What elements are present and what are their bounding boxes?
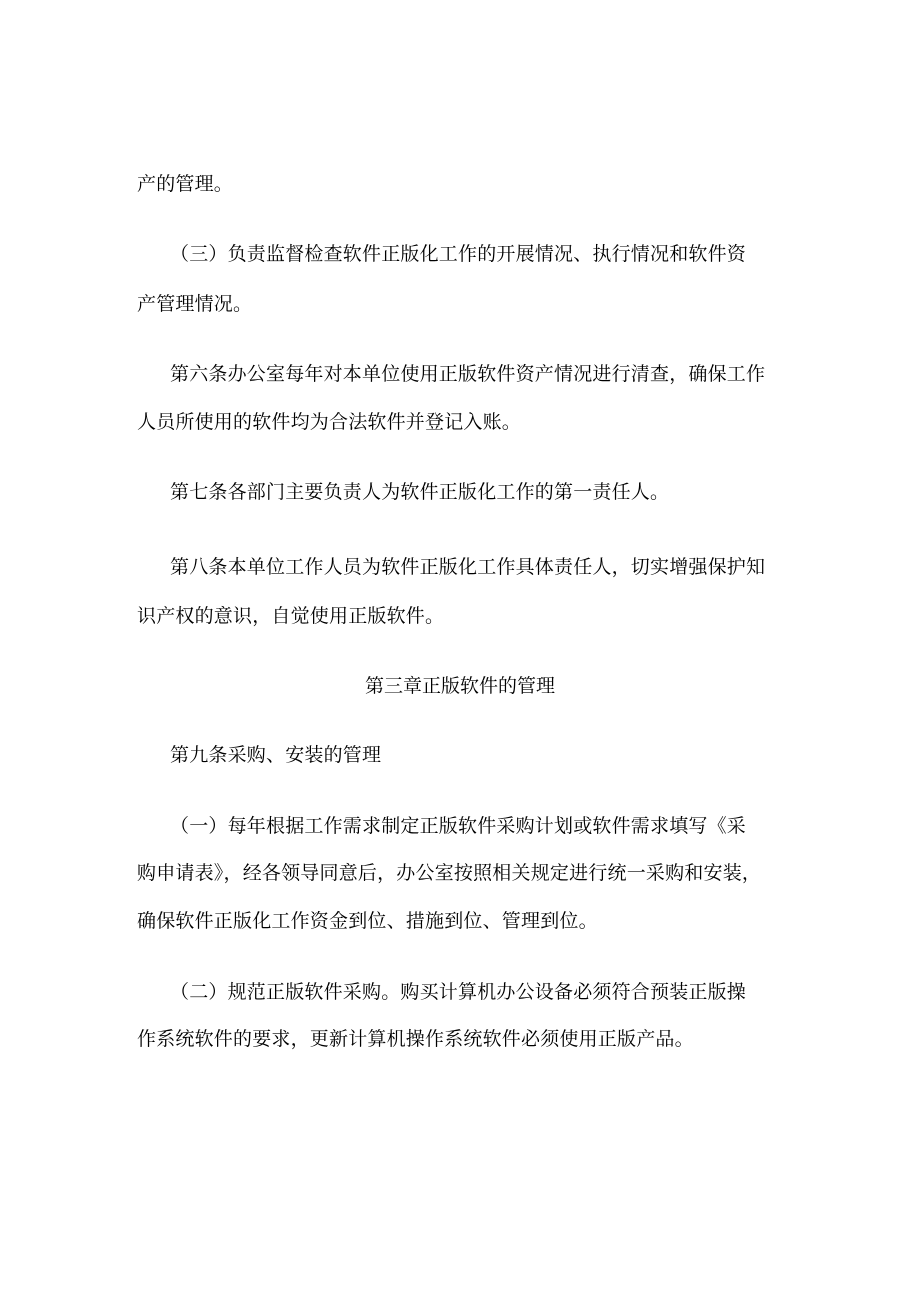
paragraph-line: 产的管理。 [137, 173, 234, 195]
paragraph-line: 第七条各部门主要负责人为软件正版化工作的第一责任人。 [170, 481, 670, 503]
paragraph-line: 人员所使用的软件均为合法软件并登记入账。 [137, 411, 522, 433]
article-title: 第九条采购、安装的管理 [170, 744, 382, 766]
paragraph-line: 产管理情况。 [137, 293, 253, 315]
article-item-line: 作系统软件的要求，更新计算机操作系统软件必须使用正版产品。 [137, 1028, 694, 1050]
article-item-line: （二）规范正版软件采购。购买计算机办公设备必须符合预装正版操 [170, 981, 747, 1003]
article-item-line: 购申请表》，经各领导同意后，办公室按照相关规定进行统一采购和安装， [137, 862, 762, 884]
paragraph-line: 第六条办公室每年对本单位使用正版软件资产情况进行清查，确保工作 [170, 363, 766, 385]
paragraph-line: 第八条本单位工作人员为软件正版化工作具体责任人，切实增强保护知 [170, 556, 766, 578]
paragraph-line: 识产权的意识，自觉使用正版软件。 [137, 605, 445, 627]
paragraph-line: （三）负责监督检查软件正版化工作的开展情况、执行情况和软件资 [170, 243, 747, 265]
chapter-heading: 第三章正版软件的管理 [364, 675, 555, 697]
article-item-line: （一）每年根据工作需求制定正版软件采购计划或软件需求填写《采 [170, 815, 747, 837]
article-item-line: 确保软件正版化工作资金到位、措施到位、管理到位。 [137, 910, 598, 932]
